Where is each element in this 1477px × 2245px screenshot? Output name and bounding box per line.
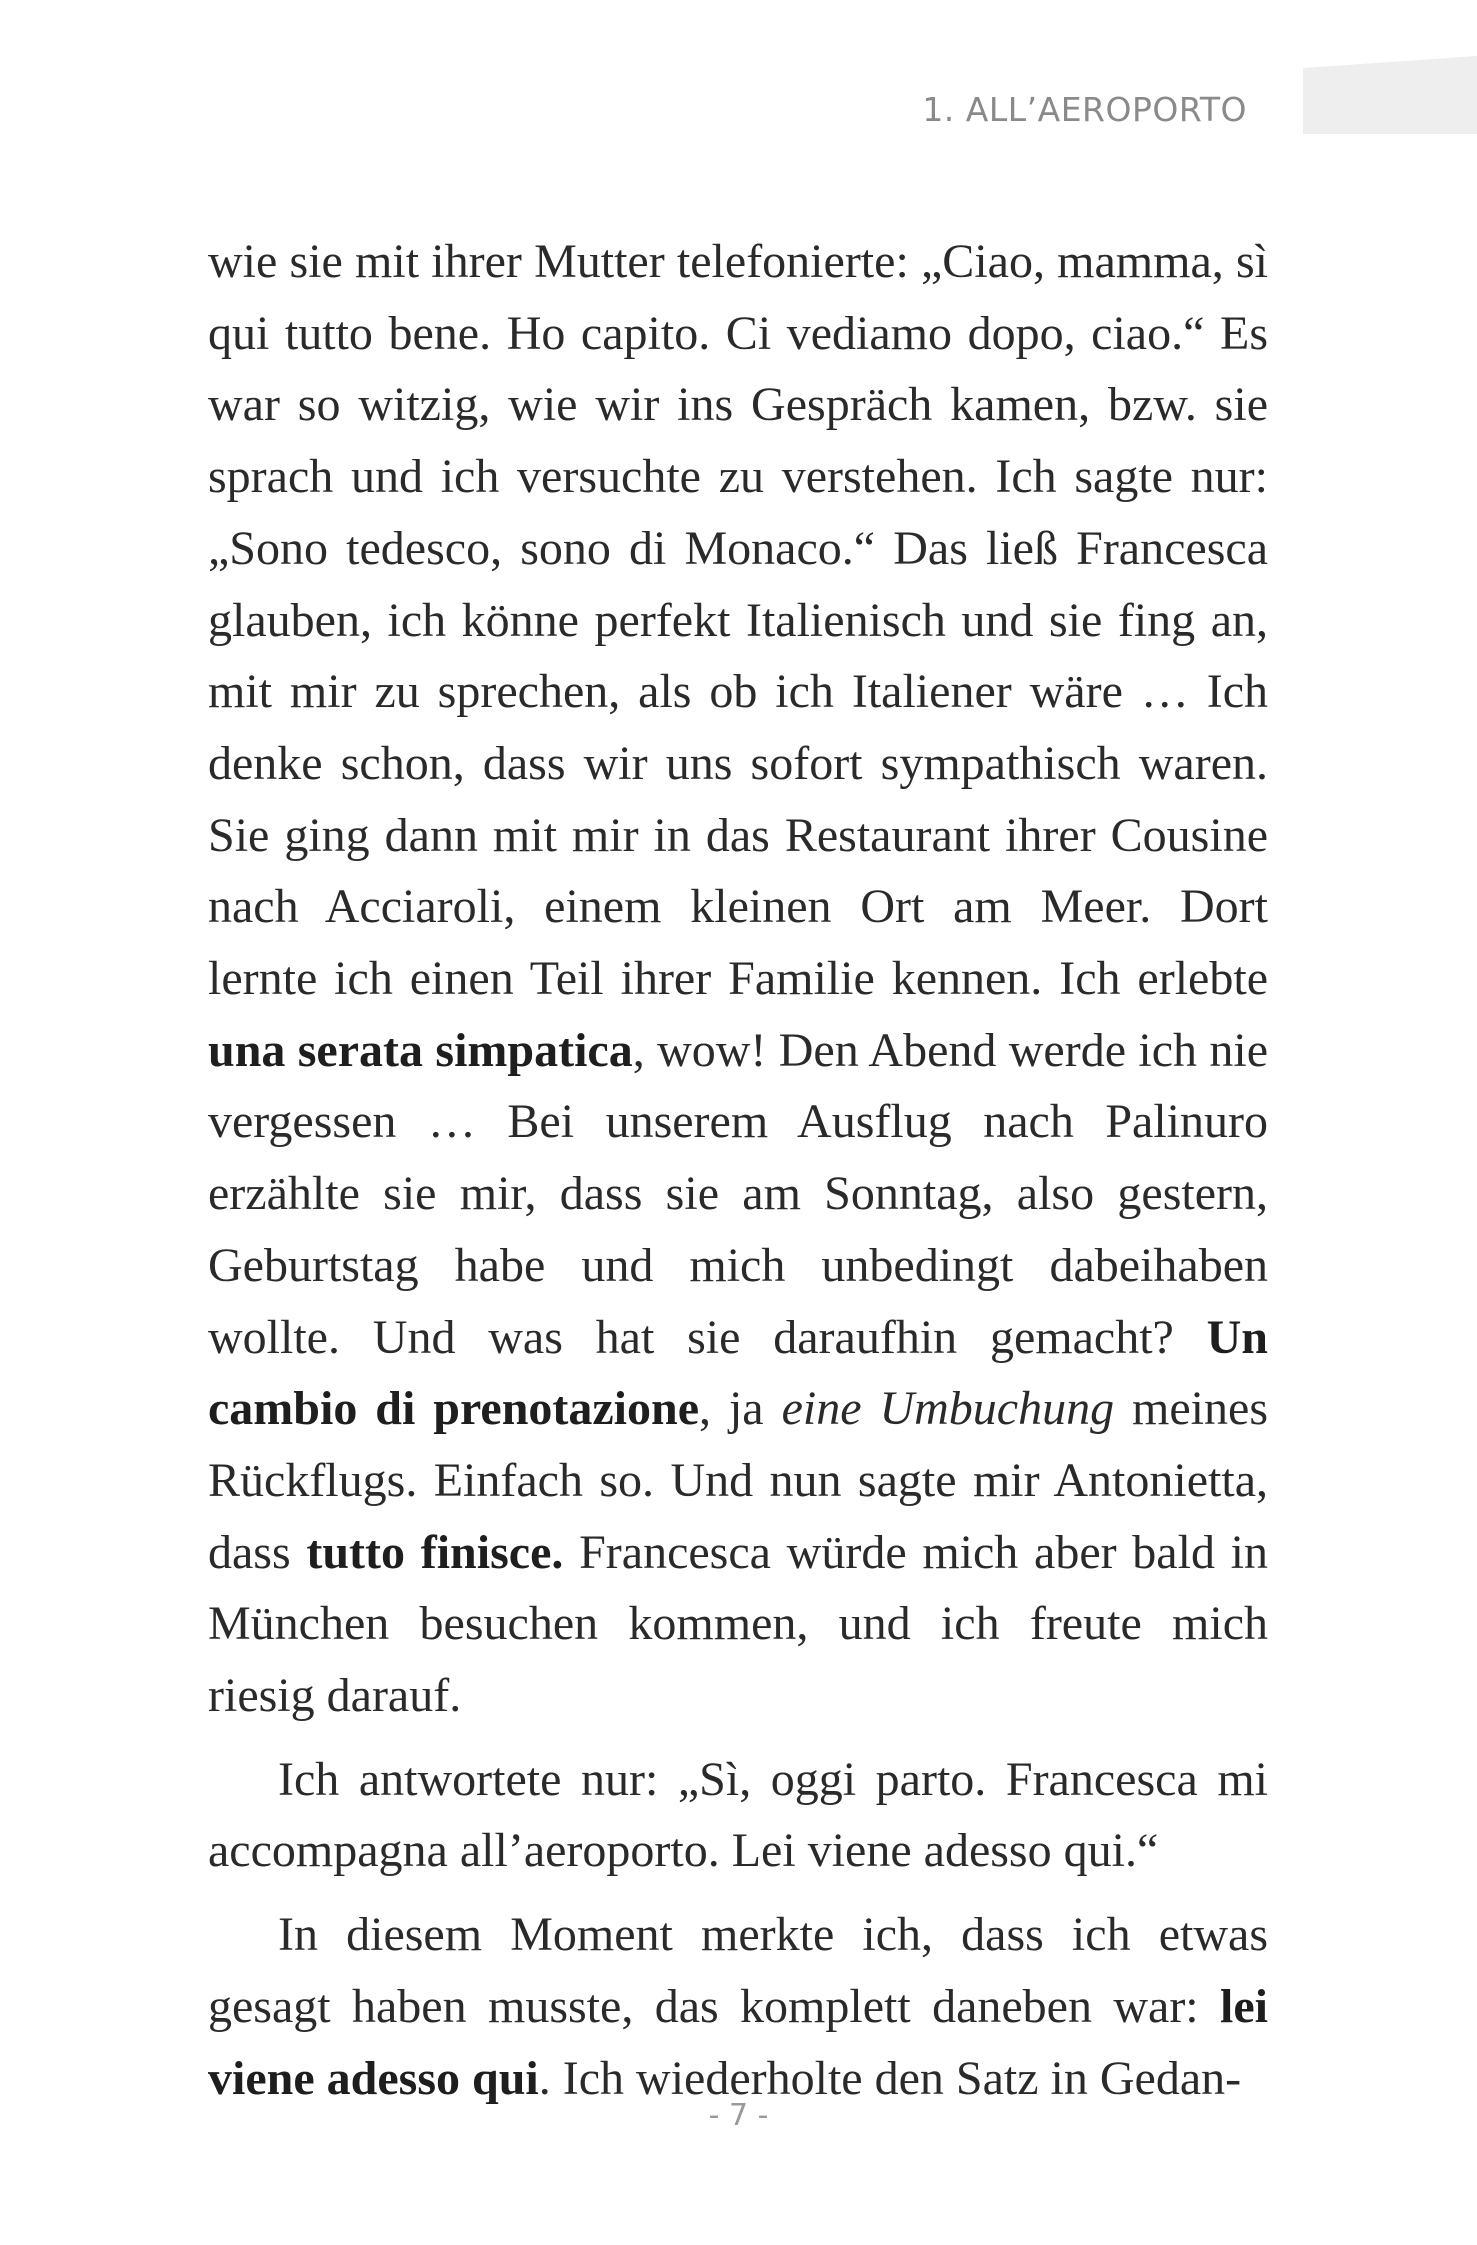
text-run: Francesca würde mich aber bald in München besuchen kommen, und ich freute mich riesig darauf. [208,1525,1268,1723]
text-run: meines Rückflugs. Einfach so. Und nun sagte mir Antonietta, dass [208,1382,1269,1579]
text-run: wie sie mit ihrer Mutter telefonierte: „Ciao, mamma, sì qui tutto bene. Ho capito. Ci vediamo dopo, ciao.“ Es war so witzig, wie wir ins Gespräch kamen, bzw. sie sprach und ich versuchte zu verstehen. Ich sagte nur: „Sono tedesco, sono di Monaco.“ Das ließ Francesca glauben, ich könne perfekt Italienisch und sie fing an, mit mir zu sprechen, als ob ich Italiener wäre … Ich denke schon, dass wir uns sofort sympathisch waren. Sie ging dann mit mir in das Restaurant ihrer Cousine nach Acciaroli, einem kleinen Ort am Meer. Dort lernte ich einen Teil ihrer Familie kennen. Ich erlebte [208,235,1268,1006]
bold-phrase: Un cambio di prenotazione [208,1310,1268,1436]
text-run: In diesem Moment merkte ich, dass ich etwas gesagt haben musste, das komplett daneben war: [208,1908,1268,2033]
page-number: - 7 - [708,2098,769,2133]
italic-phrase: eine Umbuchung [781,1382,1115,1436]
text-run: , ja [699,1382,782,1436]
paragraph-3 [208,1899,1268,2114]
paragraph-2 [208,1744,1268,1887]
text-run: Ich antwortete nur: „Sì, oggi parto. Francesca mi accompagna all’aeroporto. Lei viene adesso qui.“ [208,1752,1268,1878]
bold-phrase: lei viene adesso qui [208,1979,1268,2105]
body-text [208,226,1268,2114]
running-header: 1. ALL’AEROPORTO [922,90,1247,129]
chapter-tab [1303,56,1477,134]
text-run: , wow! Den Abend werde ich nie vergessen … Bei unserem Ausflug nach Palinuro erzählte sie mir, dass sie am Sonntag, also gestern, Geburtstag habe und mich unbedingt dabeihaben wollte. Und was hat sie daraufhin gemacht? [208,1023,1268,1364]
bold-phrase: una serata simpatica [208,1023,633,1077]
bold-phrase: tutto finisce. [306,1525,564,1579]
paragraph-1 [208,226,1268,1732]
text-run: . Ich wiederholte den Satz in Gedan- [538,2051,1242,2105]
